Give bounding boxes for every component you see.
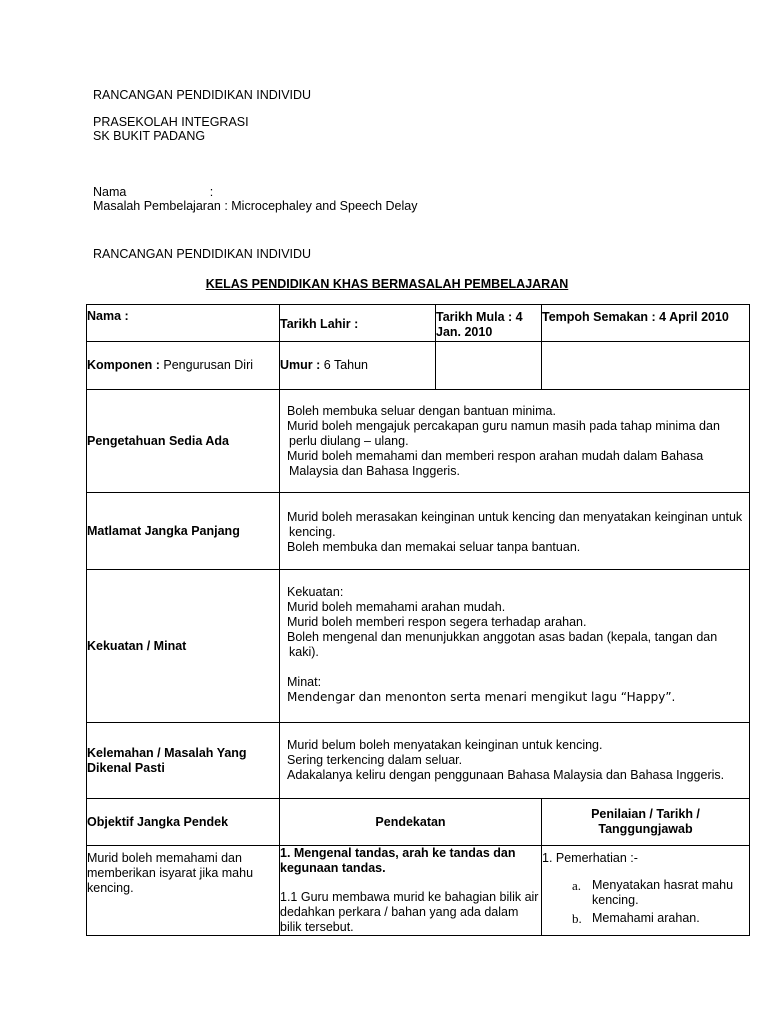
empty-cell: [542, 342, 750, 390]
doc-heading-prasekolah: PRASEKOLAH INTEGRASI: [93, 115, 249, 129]
tarikh-mula-cell: Tarikh Mula : 4 Jan. 2010: [436, 305, 542, 342]
list-item: [542, 878, 749, 908]
matlamat-p1: Murid boleh merasakan keinginan untuk kencing dan menyatakan keinginan untuk kencing.: [287, 510, 743, 539]
kelas-title: KELAS PENDIDIKAN KHAS BERMASALAH PEMBELAJARAN: [205, 277, 569, 291]
kelemahan-p2: Sering terkencing dalam seluar.: [287, 753, 463, 767]
doc-heading-rpi: RANCANGAN PENDIDIKAN INDIVIDU: [93, 88, 312, 102]
list-item-b-text: Memahami arahan.: [592, 911, 700, 925]
kelemahan-label: Kelemahan / Masalah Yang Dikenal Pasti: [87, 723, 280, 799]
table-row: [87, 390, 750, 493]
matlamat-label: Matlamat Jangka Panjang: [87, 493, 280, 570]
minat-text: Mendengar dan menonton serta menari mengikut lagu “Happy”.: [287, 690, 676, 704]
pengetahuan-p1: Boleh membuka seluar dengan bantuan minima.: [287, 403, 556, 418]
kekuatan-label: Kekuatan / Minat: [87, 570, 280, 723]
nama-cell: Nama :: [87, 305, 280, 342]
table-row: [87, 723, 750, 799]
list-item-a-text: Menyatakan hasrat mahu kencing.: [592, 878, 734, 907]
kekuatan-content: [280, 570, 750, 723]
penilaian-header: Penilaian / Tarikh / Tanggungjawab: [542, 799, 750, 846]
rpi-table: [86, 304, 750, 936]
list-marker-b: b.: [572, 911, 582, 926]
empty-cell: [436, 342, 542, 390]
table-row: [87, 799, 750, 846]
pendekatan-title: 1. Mengenal tandas, arah ke tandas dan kegunaan tandas.: [280, 846, 516, 875]
pendekatan-header: Pendekatan: [280, 799, 542, 846]
matlamat-p2: Boleh membuka dan memakai seluar tanpa bantuan.: [287, 540, 581, 554]
penilaian-list: [542, 878, 749, 926]
table-row: [87, 342, 750, 390]
table-row: [87, 570, 750, 723]
table-row: [87, 305, 750, 342]
table-row: [87, 846, 750, 936]
list-marker-a: a.: [572, 878, 582, 893]
pengetahuan-content: [280, 390, 750, 493]
doc-heading-rpi-2: RANCANGAN PENDIDIKAN INDIVIDU: [93, 247, 312, 261]
pengetahuan-label: Pengetahuan Sedia Ada: [87, 390, 280, 493]
penilaian-cell: [542, 846, 750, 936]
minat-heading: Minat:: [287, 675, 322, 689]
matlamat-content: [280, 493, 750, 570]
nama-label: Nama :: [93, 185, 214, 199]
masalah-pembelajaran: Masalah Pembelajaran : Microcephaley and Speech Delay: [93, 199, 418, 213]
tempoh-semakan-cell: Tempoh Semakan : 4 April 2010: [542, 305, 750, 342]
umur-value: 6 Tahun: [320, 358, 369, 372]
table-row: [87, 493, 750, 570]
objektif-cell: Murid boleh memahami dan memberikan isyarat jika mahu kencing.: [87, 846, 280, 936]
pengetahuan-p3: Murid boleh memahami dan memberi respon arahan mudah dalam Bahasa Malaysia dan Bahasa Inggeris.: [287, 448, 704, 478]
tarikh-lahir-cell: Tarikh Lahir :: [280, 305, 436, 342]
objektif-header: Objektif Jangka Pendek: [87, 799, 280, 846]
kekuatan-p2: Murid boleh memberi respon segera terhadap arahan.: [287, 615, 587, 629]
komponen-cell: [87, 342, 280, 390]
list-item: [542, 911, 749, 926]
umur-label: Umur :: [280, 358, 321, 372]
kelemahan-p3: Adakalanya keliru dengan penggunaan Bahasa Malaysia dan Bahasa Inggeris.: [287, 768, 725, 782]
pendekatan-cell: [280, 846, 542, 936]
kekuatan-p1: Murid boleh memahami arahan mudah.: [287, 600, 506, 614]
komponen-label: Komponen :: [87, 358, 160, 372]
komponen-value: Pengurusan Diri: [159, 358, 254, 372]
umur-cell: [280, 342, 436, 390]
kekuatan-p3: Boleh mengenal dan menunjukkan anggotan asas badan (kepala, tangan dan kaki).: [287, 630, 718, 659]
kekuatan-heading: Kekuatan:: [287, 585, 344, 599]
penilaian-title: 1. Pemerhatian :-: [542, 851, 638, 865]
pendekatan-text: 1.1 Guru membawa murid ke bahagian bilik air dedahkan perkara / bahan yang ada dalam bilik tersebut.: [280, 890, 539, 934]
kelemahan-p1: Murid belum boleh menyatakan keinginan untuk kencing.: [287, 738, 603, 752]
doc-heading-school: SK BUKIT PADANG: [93, 129, 206, 143]
pengetahuan-p2: Murid boleh mengajuk percakapan guru namun masih pada tahap minima dan perlu diulang – ulang.: [287, 418, 720, 448]
kelemahan-content: [280, 723, 750, 799]
